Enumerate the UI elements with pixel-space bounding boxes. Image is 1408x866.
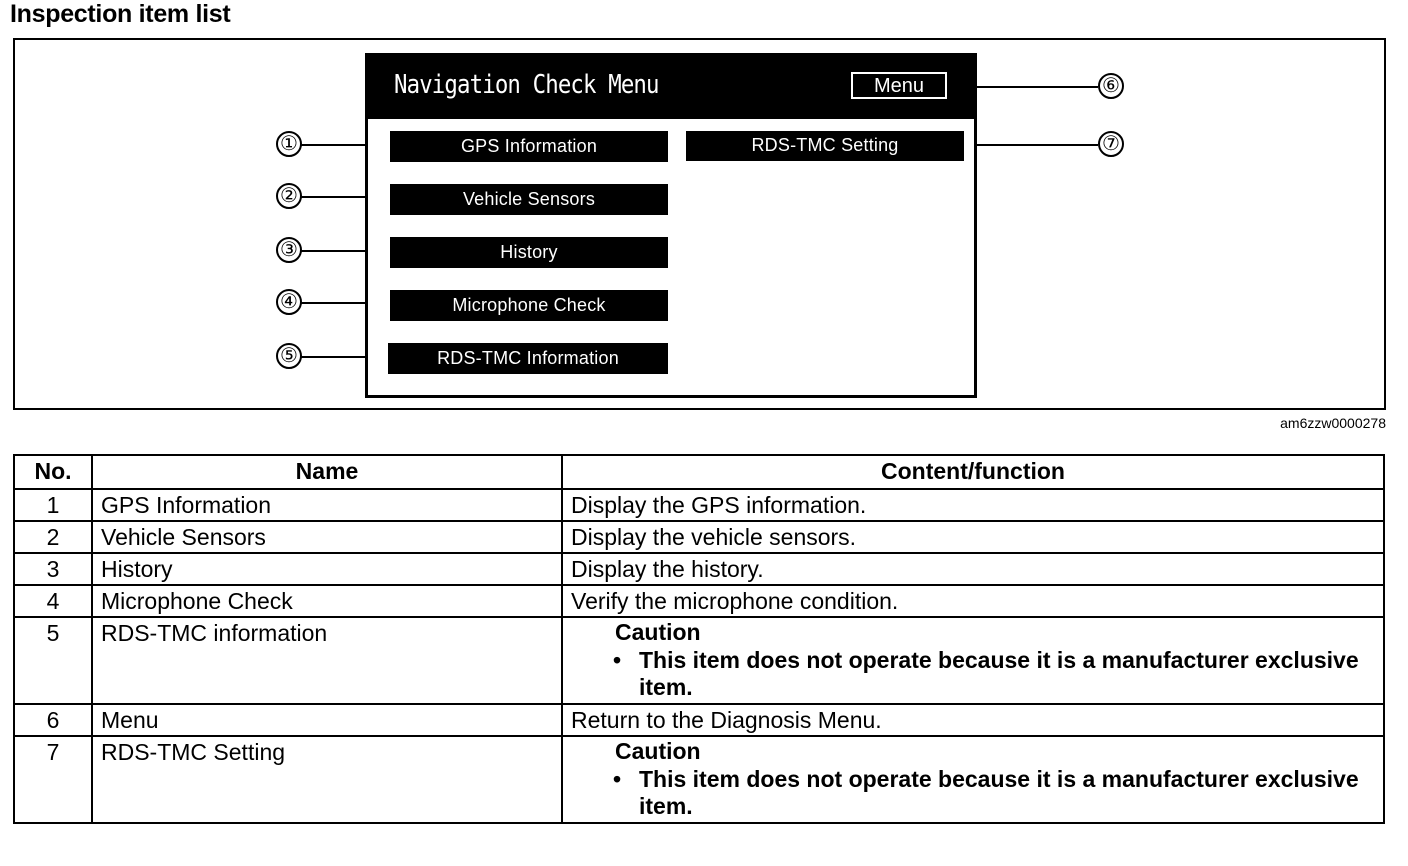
menu-button[interactable]: Menu bbox=[851, 72, 947, 99]
callout-number-6: ⑥ bbox=[1098, 73, 1124, 99]
navigation-check-screen bbox=[365, 53, 977, 398]
callout-number-2: ② bbox=[276, 183, 302, 209]
inspection-items-table bbox=[13, 454, 1385, 824]
row-content: Display the history. bbox=[562, 553, 1384, 585]
row-name: RDS-TMC information bbox=[92, 617, 562, 704]
row-name: History bbox=[92, 553, 562, 585]
callout-number-7: ⑦ bbox=[1098, 131, 1124, 157]
table-row bbox=[14, 736, 1384, 823]
caution-body bbox=[571, 766, 1375, 822]
image-id: am6zzw0000278 bbox=[1280, 415, 1386, 431]
history-button[interactable]: History bbox=[390, 237, 668, 268]
row-content: Return to the Diagnosis Menu. bbox=[562, 704, 1384, 736]
row-content: Verify the microphone condition. bbox=[562, 585, 1384, 617]
table-row bbox=[14, 704, 1384, 736]
row-no: 3 bbox=[14, 553, 92, 585]
row-content bbox=[562, 617, 1384, 704]
caution-text: This item does not operate because it is a manufacturer exclusive item. bbox=[639, 766, 1359, 819]
table-row bbox=[14, 617, 1384, 704]
caution-body bbox=[571, 647, 1375, 703]
row-name: Menu bbox=[92, 704, 562, 736]
callout-number-4: ④ bbox=[276, 289, 302, 315]
row-no: 4 bbox=[14, 585, 92, 617]
row-name: Vehicle Sensors bbox=[92, 521, 562, 553]
header-name: Name bbox=[92, 455, 562, 489]
row-no: 1 bbox=[14, 489, 92, 521]
table-row bbox=[14, 553, 1384, 585]
gps-information-button[interactable]: GPS Information bbox=[390, 131, 668, 162]
caution-title: Caution bbox=[615, 738, 701, 764]
screen-title: Navigation Check Menu bbox=[394, 70, 659, 100]
caution-title: Caution bbox=[615, 619, 701, 645]
callout-number-5: ⑤ bbox=[276, 343, 302, 369]
bullet-icon: • bbox=[613, 647, 622, 673]
row-content bbox=[562, 736, 1384, 823]
table-row bbox=[14, 585, 1384, 617]
table-row bbox=[14, 521, 1384, 553]
row-no: 5 bbox=[14, 617, 92, 704]
row-name: RDS-TMC Setting bbox=[92, 736, 562, 823]
row-name: Microphone Check bbox=[92, 585, 562, 617]
table-header-row bbox=[14, 455, 1384, 489]
row-name: GPS Information bbox=[92, 489, 562, 521]
rds-tmc-information-button[interactable]: RDS-TMC Information bbox=[388, 343, 668, 374]
callout-number-3: ③ bbox=[276, 237, 302, 263]
screen-header bbox=[368, 56, 974, 119]
header-content: Content/function bbox=[562, 455, 1384, 489]
vehicle-sensors-button[interactable]: Vehicle Sensors bbox=[390, 184, 668, 215]
row-no: 2 bbox=[14, 521, 92, 553]
row-no: 7 bbox=[14, 736, 92, 823]
caution-text: This item does not operate because it is a manufacturer exclusive item. bbox=[639, 647, 1359, 700]
row-no: 6 bbox=[14, 704, 92, 736]
microphone-check-button[interactable]: Microphone Check bbox=[390, 290, 668, 321]
page-title: Inspection item list bbox=[10, 0, 231, 28]
row-content: Display the GPS information. bbox=[562, 489, 1384, 521]
rds-tmc-setting-button[interactable]: RDS-TMC Setting bbox=[686, 131, 964, 161]
row-content: Display the vehicle sensors. bbox=[562, 521, 1384, 553]
bullet-icon: • bbox=[613, 766, 622, 792]
callout-number-1: ① bbox=[276, 131, 302, 157]
table-row bbox=[14, 489, 1384, 521]
header-no: No. bbox=[14, 455, 92, 489]
